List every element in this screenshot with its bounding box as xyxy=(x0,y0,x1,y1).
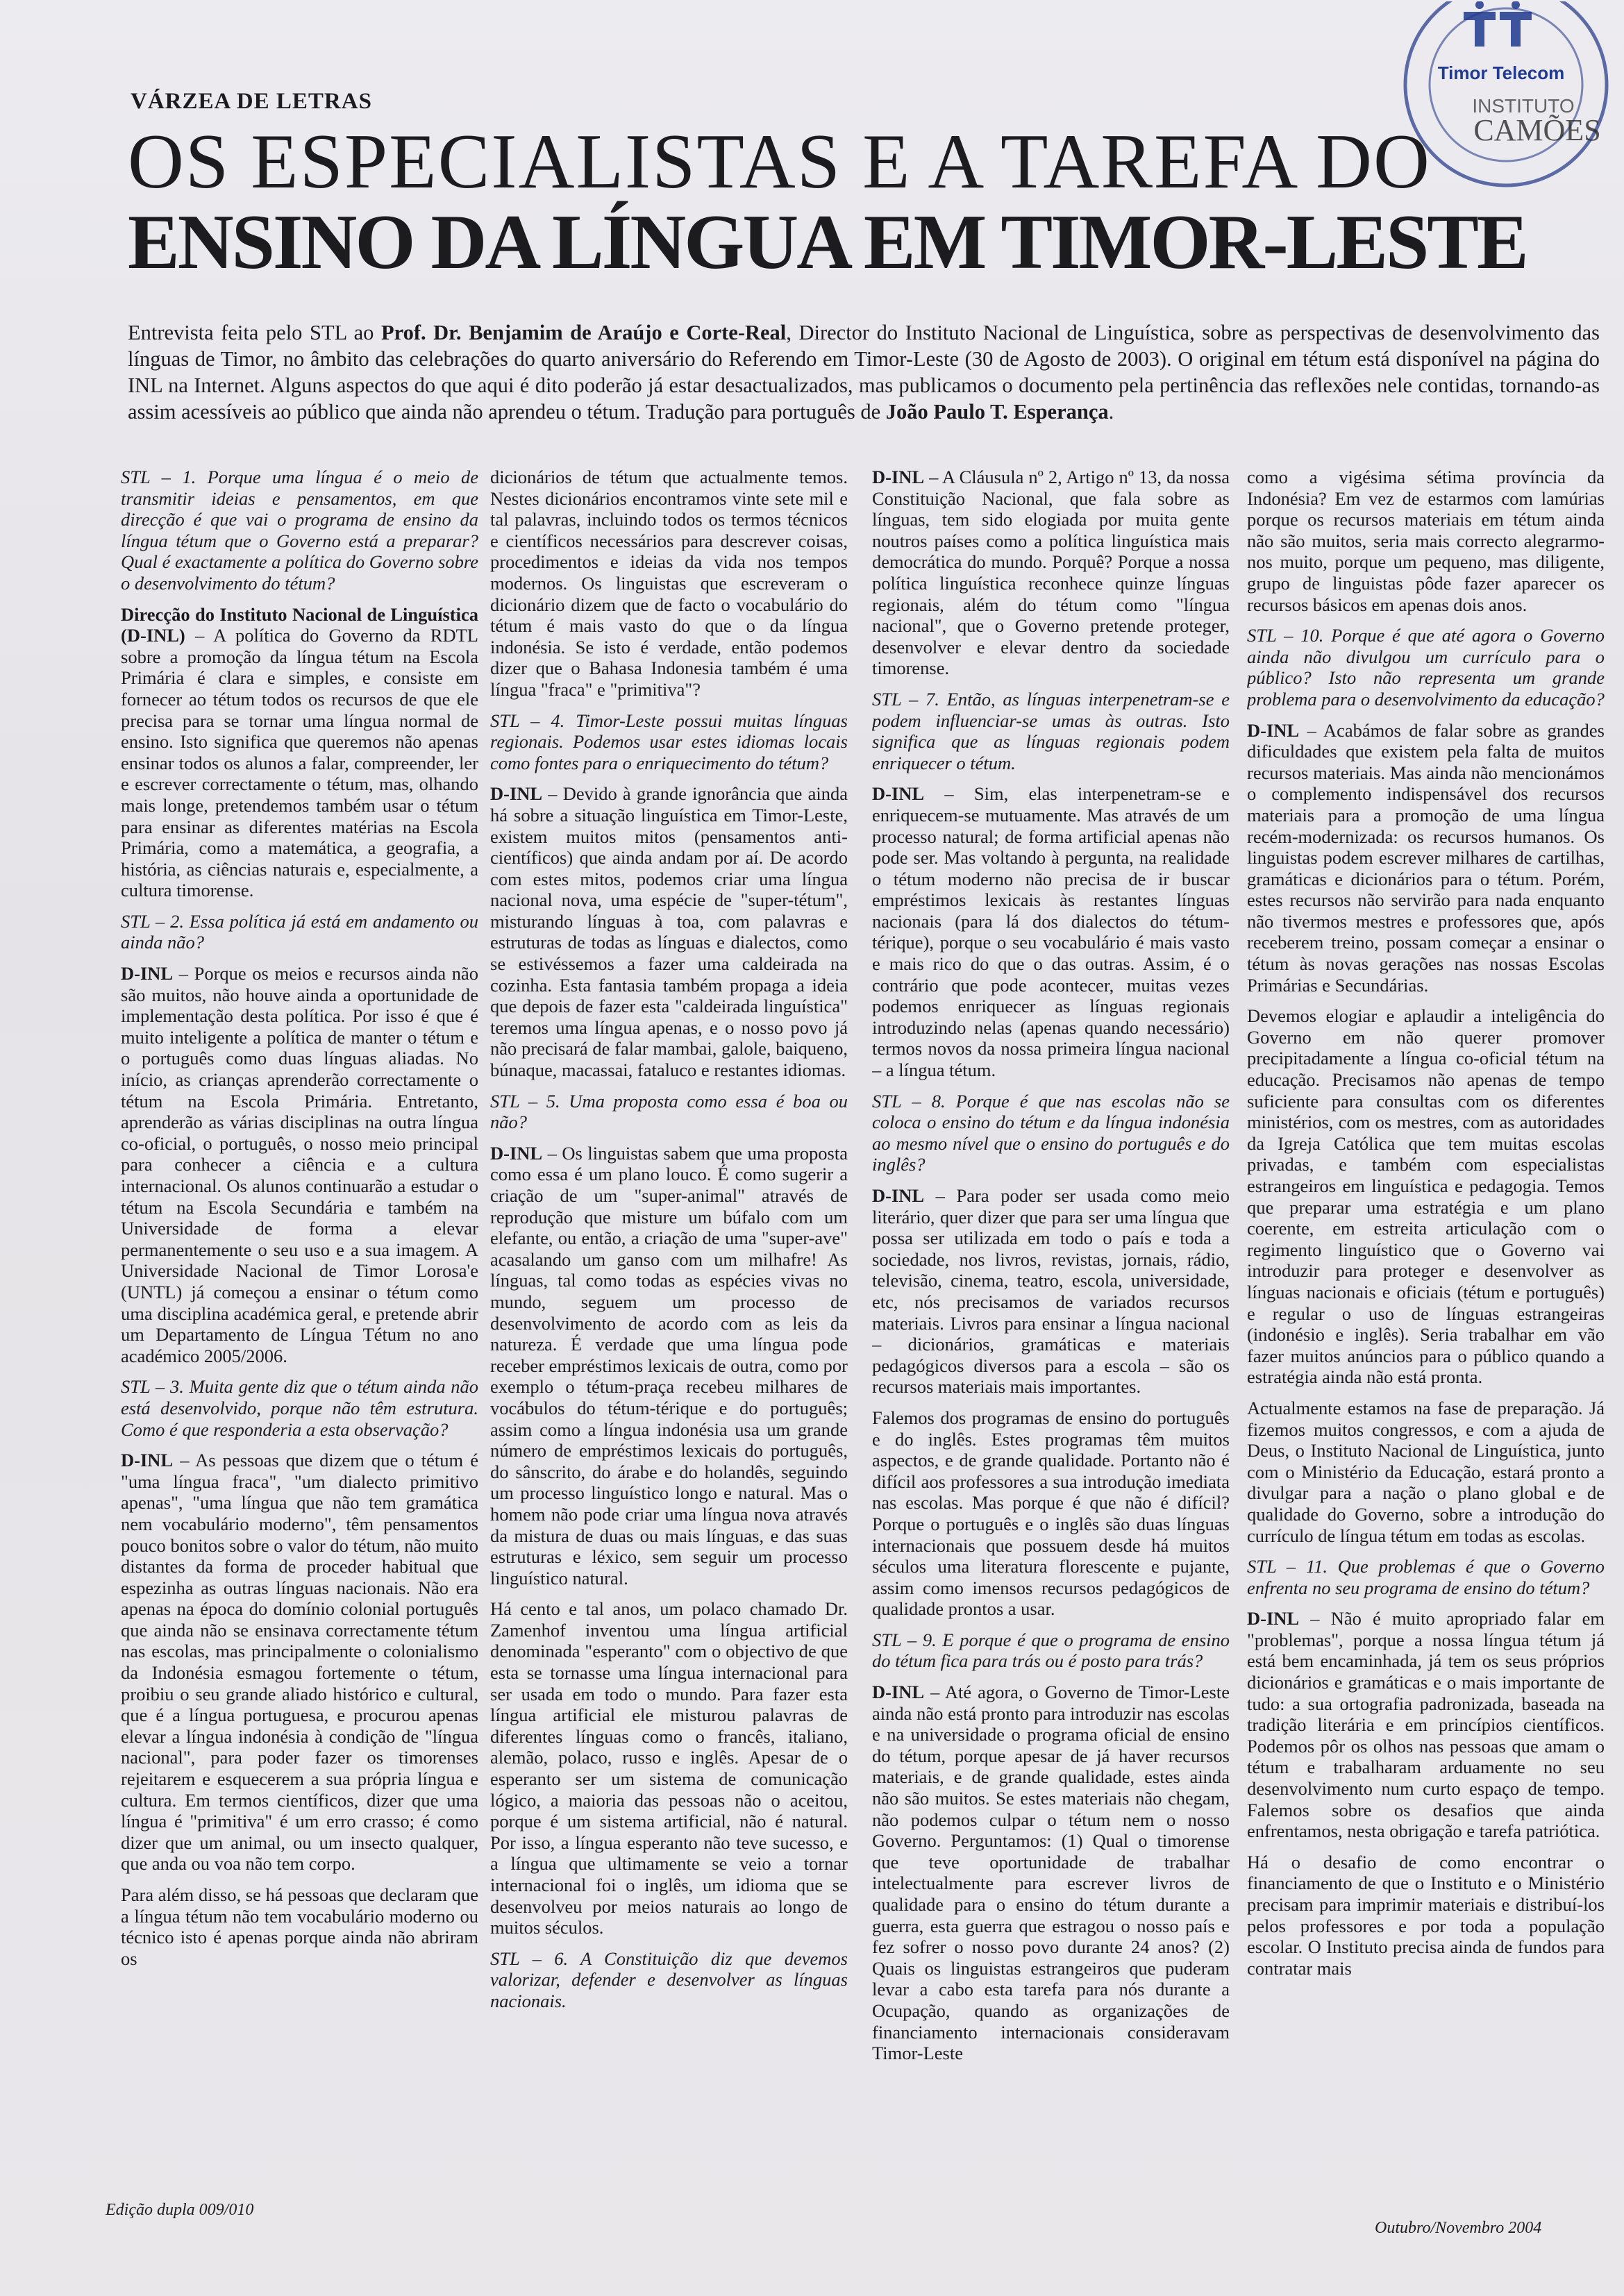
edition-label: Edição dupla 009/010 xyxy=(106,2201,254,2219)
answer-paragraph xyxy=(121,1450,478,1875)
speaker-label: D-INL xyxy=(872,1185,925,1206)
answer-paragraph xyxy=(490,1143,848,1589)
answer-paragraph xyxy=(121,1884,478,1969)
paragraph-text: Há o desafio de como encontrar o financiamento de que o Instituto e o Ministério precisam para imprimir materiais e distribuí-los pelos professores e por toda a população escolar. O Instituto precisa ainda de fundos para contratar mais xyxy=(1247,1851,1605,1979)
headline xyxy=(128,121,1614,283)
answer-paragraph xyxy=(121,604,478,901)
answer-paragraph xyxy=(1247,1398,1605,1546)
paragraph-text: Para além disso, se há pessoas que declaram que a língua tétum não tem vocabulário moderno ou técnico isto é apenas porque ainda não abriram os xyxy=(121,1884,478,1969)
answer-paragraph xyxy=(121,963,478,1366)
intro-text-2: , Director do Instituto Nacional de Linguística, sobre as perspectivas de desenvolvimento das línguas de Timor, no âmbito das celebrações do quarto aniversário do Referendo em Timor-Leste (30 de Agosto de 2003). O original em tétum está disponível na página do INL na Internet. Alguns aspectos do que aqui é dito poderão já estar desactualizados, mas publicamos o documento pela pertinência das reflexões nele contidas, tornando-as assim acessíveis ao público que ainda não aprendeu o tétum. Tradução para português de xyxy=(128,321,1600,424)
paragraph-text: Actualmente estamos na fase de preparação. Já fizemos muitos congressos, e com a ajuda de Deus, o Instituto Nacional de Linguística, junto com o Ministério da Educação, estará pronto a divulgar para a nação o plano global e de qualidade do Governo, sobre a introdução do currículo de língua tétum em todas as escolas. xyxy=(1247,1397,1605,1546)
answer-paragraph xyxy=(490,1598,848,1938)
answer-paragraph xyxy=(872,467,1230,679)
answer-paragraph xyxy=(872,783,1230,1080)
interview-question: STL – 3. Muita gente diz que o tétum ainda não está desenvolvido, porque não têm estrutura. Como é que responderia a esta observação? xyxy=(121,1376,478,1440)
section-label: VÁRZEA DE LETRAS xyxy=(131,89,372,114)
paragraph-text: – A política do Governo da RDTL sobre a promoção da língua tétum na Escola Primária é clara e simples, e consiste em fornecer ao tétum todos os recursos de que ele precisa para se tornar uma língua normal de ensino. Isto significa que queremos não apenas ensinar todos os alunos a falar, compreender, ler e escrever correctamente o tétum, mas, olhando mais longe, pretendemos também usar o tétum para ensinar as diferentes matérias na Escola Primária, como a matemática, a geografia, a história, as ciências naturais e, especialmente, a cultura timorense. xyxy=(121,625,478,901)
paragraph-text: dicionários de tétum que actualmente temos. Nestes dicionários encontramos vinte sete mil e tal palavras, incluindo todos os termos técnicos e científicos necessários para descrever coisas, procedimentos e ideias da vida nos tempos modernos. Os linguistas que escreveram o dicionário dizem que de facto o vocabulário do tétum é mais vasto do que o da língua indonésia. Se isto é verdade, então podemos dizer que o Bahasa Indonesia também é uma língua "fraca" e "primitiva"? xyxy=(490,467,848,700)
answer-paragraph xyxy=(490,467,848,701)
issue-date: Outubro/Novembro 2004 xyxy=(1375,2219,1542,2237)
stamp-institute-2: CAMÕES xyxy=(1473,113,1601,147)
answer-paragraph xyxy=(1247,1608,1605,1842)
answer-paragraph xyxy=(1247,720,1605,996)
interview-question: STL – 10. Porque é que até agora o Governo ainda não divulgou um currículo para o público? Isto não representa um grande problema para o desenvolvimento da educação? xyxy=(1247,625,1605,710)
interview-question: STL – 2. Essa política já está em andamento ou ainda não? xyxy=(121,910,478,953)
paragraph-text: – A Cláusula nº 2, Artigo nº 13, da nossa Constituição Nacional, que fala sobre as línguas, tem sido elogiada por muita gente noutros países como a política linguística mais democrática do mundo. Porquê? Porque a nossa política linguística reconhece quinze línguas regionais, além do tétum como "língua nacional", que o Governo pretende proteger, desenvolver e elevar dentro da sociedade timorense. xyxy=(872,467,1230,679)
interview-question: STL – 7. Então, as línguas interpenetram-se e podem influenciar-se umas às outras. Isto significa que as línguas regionais podem enriquecer o tétum. xyxy=(872,688,1230,773)
speaker-label: Direcção do Instituto Nacional de Linguística (D-INL) xyxy=(121,603,478,646)
speaker-label: D-INL xyxy=(490,783,543,805)
speaker-label: D-INL xyxy=(490,1142,543,1164)
intro-text-1: Entrevista feita pelo STL ao xyxy=(128,321,381,344)
paragraph-text: – Para poder ser usada como meio literário, quer dizer que para ser uma língua que possa ser utilizada em todo o país e toda a sociedade, nos livros, revistas, jornais, rádio, televisão, cinema, teatro, escola, universidade, etc, nós precisamos de variados recursos materiais. Livros para ensinar a língua nacional – dicionários, gramáticas e materiais pedagógicos diversos para a escola – são os recursos materiais mais importantes. xyxy=(872,1185,1230,1398)
answer-paragraph xyxy=(1247,1005,1605,1388)
answer-paragraph xyxy=(872,1185,1230,1398)
intro-paragraph xyxy=(128,319,1600,425)
interview-question: STL – 8. Porque é que nas escolas não se coloca o ensino do tétum e da língua indonésia ao mesmo nível que o ensino do português e do inglês? xyxy=(872,1090,1230,1175)
paragraph-text: Falemos dos programas de ensino do português e do inglês. Estes programas têm muitos aspectos, e de grande qualidade. Portanto não é difícil aos professores a sua introdução imediata nas escolas. Mas porque é que não é difícil? Porque o português e o inglês são duas línguas internacionais que possuem desde há muitos séculos uma literatura florescente e pujante, assim como imensos recursos pedagógicos de qualidade prontos a usar. xyxy=(872,1407,1230,1620)
interview-question: STL – 6. A Constituição diz que devemos valorizar, defender e desenvolver as línguas nacionais. xyxy=(490,1947,848,2011)
paragraph-text: – Devido à grande ignorância que ainda há sobre a situação linguística em Timor-Leste, existem muitos mitos (pensamentos anti-científicos) que ainda andam por aí. De acordo com estes mitos, podemos criar uma língua nacional nova, uma espécie de "super-tétum", misturando línguas à toa, com palavras e estruturas de todas as línguas e dialectos, como se estivéssemos a fazer uma caldeirada na cozinha. Esta fantasia também propaga a ideia que depois de fazer esta "caldeirada linguística" teremos uma língua apenas, e o nosso povo já não precisará de falar mambai, galole, baiqueno, búnaque, macassai, fataluco e restantes idiomas. xyxy=(490,783,848,1081)
speaker-label: D-INL xyxy=(1247,719,1300,741)
paragraph-text: – Não é muito apropriado falar em "problemas", porque a nossa língua tétum já está bem encaminhada, já tem os seus próprios dicionários e gramáticas e o mais importante de tudo: a sua ortografia padronizada, baseada na tradição literária e em princípios científicos. Podemos pôr os olhos nas pessoas que amam o tétum e trabalharam arduamente no seu desenvolvimento num curto espaço de tempo. Falemos sobre os desafios que ainda enfrentamos, nesta obrigação e tarefa patriótica. xyxy=(1247,1608,1605,1842)
answer-paragraph xyxy=(872,1682,1230,2064)
intro-text-3: . xyxy=(1108,400,1114,424)
column-3 xyxy=(872,467,1230,2202)
stamp-institute-1: INSTITUTO xyxy=(1472,95,1575,117)
interview-question: STL – 1. Porque uma língua é o meio de transmitir ideias e pensamentos, em que direcção é que vai o programa de ensino da língua tétum que o Governo está a preparar? Qual é exactamente a política do Governo sobre o desenvolvimento do tétum? xyxy=(121,467,478,594)
speaker-label: D-INL xyxy=(1247,1608,1300,1629)
paragraph-text: – Sim, elas interpenetram-se e enriquecem-se mutuamente. Mas através de um processo natural; de forma artificial apenas não pode ser. Mas voltando à pergunta, na realidade o tétum moderno não precisa de ir buscar empréstimos lexicais às restantes línguas nacionais (para lá dos dialectos do tétum-térique), porque o seu vocabulário é mais vasto e mais rico do que o das outras. Assim, é o contrário que pode acontecer, muitas vezes podemos enriquecer as línguas regionais introduzindo nelas (apenas quando necessário) termos novos da nossa primeira língua nacional – a língua tétum. xyxy=(872,783,1230,1081)
interview-question: STL – 9. E porque é que o programa de ensino do tétum fica para trás ou é posto para trás? xyxy=(872,1629,1230,1672)
paragraph-text: – Porque os meios e recursos ainda não são muitos, não houve ainda a oportunidade de implementação desta política. Por isso é que é muito inteligente a política de manter o tétum e o português como duas línguas aliadas. No início, as crianças aprenderão correctamente o tétum na Escola Primária. Entretanto, aprenderão as várias disciplinas na outra língua co-oficial, o português, o nosso meio principal para conhecer a ciência e a cultura internacional. Os alunos continuarão a estudar o tétum na Escola Secundária e também na Universidade de forma a elevar permanentemente o seu uso e a sua imagem. A Universidade Nacional de Timor Lorosa'e (UNTL) já começou a ensinar o tétum como uma disciplina académica geral, e pretende abrir um Departamento de Língua Tétum no ano académico 2005/2006. xyxy=(121,963,478,1366)
speaker-label: D-INL xyxy=(872,1682,925,1703)
interviewee-name: Prof. Dr. Benjamim de Araújo e Corte-Real xyxy=(380,321,787,344)
column-4 xyxy=(1247,467,1605,2202)
answer-paragraph xyxy=(1247,467,1605,615)
paragraph-text: – Acabámos de falar sobre as grandes dificuldades que existem pela falta de muitos recursos materiais. Mas ainda não mencionámos o complemento indispensável dos recursos materiais para a promoção de uma língua recém-modernizada: os recursos humanos. Os linguistas podem escrever milhares de cartilhas, gramáticas e dicionários para o tétum. Porém, estes recursos não servirão para nada enquanto não tivermos mestres e professores que, após receberem treino, possam começar a ensinar o tétum às novas gerações nas nossas Escolas Primárias e Secundárias. xyxy=(1247,719,1605,996)
paragraph-text: – Até agora, o Governo de Timor-Leste ainda não está pronto para introduzir nas escolas e na universidade o programa oficial de ensino do tétum, porque apesar de já haver recursos materiais, e de grande qualidade, estes ainda não são muitos. Se estes materiais não chegam, não podemos culpar o tétum nem o nosso Governo. Perguntamos: (1) Qual o timorense que teve oportunidade de trabalhar intelectualmente para escrever livros de qualidade para o ensino do tétum durante a guerra, esta guerra que estragou o nosso país e fez sofrer o nosso povo durante 24 anos? (2) Quais os linguistas estrangeiros que puderam levar a cabo esta tarefa para nós durante a Ocupação, quando as organizações de financiamento internacionais consideravam Timor-Leste xyxy=(872,1682,1230,2064)
headline-line-2: ENSINO DA LÍNGUA EM TIMOR-LESTE xyxy=(128,199,1527,285)
paragraph-text: como a vigésima sétima província da Indonésia? Em vez de estarmos com lamúrias porque os recursos materiais em tétum ainda não são muitos, seria mais correcto alegrarmo-nos muito, porque um pequeno, mas diligente, grupo de linguistas pôde fazer aparecer os recursos básicos em apenas dois anos. xyxy=(1247,467,1605,615)
paragraph-text: – As pessoas que dizem que o tétum é "uma língua fraca", "um dialecto primitivo apenas", "uma língua que não tem gramática nem vocabulário moderno", têm pensamentos pouco bonitos sobre o valor do tétum, não muito distantes da forma de proceder habitual que espezinha as outras línguas nacionais. Não era apenas na época do domínio colonial português que ainda não se ensinava correctamente tétum nas escolas, mas principalmente o colonialismo da Indonésia esmagou fortemente o tétum, proibiu o seu grande aliado histórico e cultural, que é a língua portuguesa, e procurou apenas elevar a língua indonésia à condição de "língua nacional", para poder fazer os timorenses rejeitarem e esquecerem a sua própria língua e cultura. Em termos científicos, dizer que uma língua é "primitiva" é um erro crasso; é como dizer que um animal, ou um insecto qualquer, que anda ou voa não tem corpo. xyxy=(121,1450,478,1875)
column-2 xyxy=(490,467,848,2202)
library-stamp xyxy=(1391,1,1614,203)
speaker-label: D-INL xyxy=(121,963,174,984)
speaker-label: D-INL xyxy=(121,1450,174,1471)
interview-question: STL – 5. Uma proposta como essa é boa ou não? xyxy=(490,1090,848,1133)
answer-paragraph xyxy=(490,783,848,1080)
paragraph-text: – Os linguistas sabem que uma proposta como essa é um plano louco. É como sugerir a criação de um "super-animal" através de reprodução que misture um búfalo com um elefante, ou então, a criação de uma "super-ave" acasalando um ganso com um milhafre! As línguas, tal como todas as espécies vivas no mundo, seguem um processo de desenvolvimento de acordo com as leis da natureza. É verdade que uma língua pode receber empréstimos lexicais de outra, como por exemplo o tétum-praça recebeu milhares de vocábulos do tétum-térique e do português; assim como a língua indonésia usa um grande número de empréstimos lexicais do português, do sânscrito, do árabe e do holandês, seguindo um processo linguístico longo e natural. Mas o homem não pode criar uma língua nova através da mistura de duas ou mais línguas, e das suas estruturas e léxico, sem seguir um processo linguístico natural. xyxy=(490,1142,848,1589)
interview-question: STL – 4. Timor-Leste possui muitas línguas regionais. Podemos usar estes idiomas locais como fontes para o enriquecimento do tétum? xyxy=(490,710,848,773)
translator-name: João Paulo T. Esperança xyxy=(885,400,1109,424)
speaker-label: D-INL xyxy=(872,467,925,487)
headline-line-1: OS ESPECIALISTAS E A TAREFA DO xyxy=(128,119,1431,205)
answer-paragraph xyxy=(872,1407,1230,1620)
paragraph-text: Há cento e tal anos, um polaco chamado Dr. Zamenhof inventou uma língua artificial denominada "esperanto" com o objectivo de que esta se tornasse uma língua internacional para ser usada em todo o mundo. Para fazer esta língua artificial ele misturou palavras de diferentes línguas como o francês, italiano, alemão, polaco, russo e inglês. Apesar de o esperanto ser um sistema de comunicação lógico, a maioria das pessoas não o aceitou, porque é um sistema artificial, não é natural. Por isso, a língua esperanto não teve sucesso, e a língua que ultimamente se veio a tornar internacional foi o inglês, um idioma que se desenvolveu por meios naturais ao longo de muitos séculos. xyxy=(490,1598,848,1938)
answer-paragraph xyxy=(1247,1852,1605,1979)
paragraph-text: Devemos elogiar e aplaudir a inteligência do Governo em não querer promover precipitadamente a língua co-oficial tétum na educação. Precisamos não apenas de tempo suficiente para consultas com os diferentes ministérios, com os mestres, com as autoridades da Igreja Católica que tem muitas escolas privadas, e também com especialistas estrangeiros em linguística e pedagogia. Temos que preparar uma estratégia e um plano coerente, em estreita articulação com o regimento linguístico que o Governo vai introduzir para proteger e desenvolver as línguas nacionais e oficiais (tétum e português) e regular o uso de línguas estrangeiras (indonésio e inglês). Seria trabalhar em vão fazer muitos anúncios para o público quando a estratégia ainda não está pronta. xyxy=(1247,1005,1605,1388)
interview-question: STL – 11. Que problemas é que o Governo enfrenta no seu programa de ensino do tétum? xyxy=(1247,1556,1605,1598)
column-1 xyxy=(121,467,478,2202)
speaker-label: D-INL xyxy=(872,783,925,805)
stamp-company: Timor Telecom xyxy=(1437,62,1565,83)
